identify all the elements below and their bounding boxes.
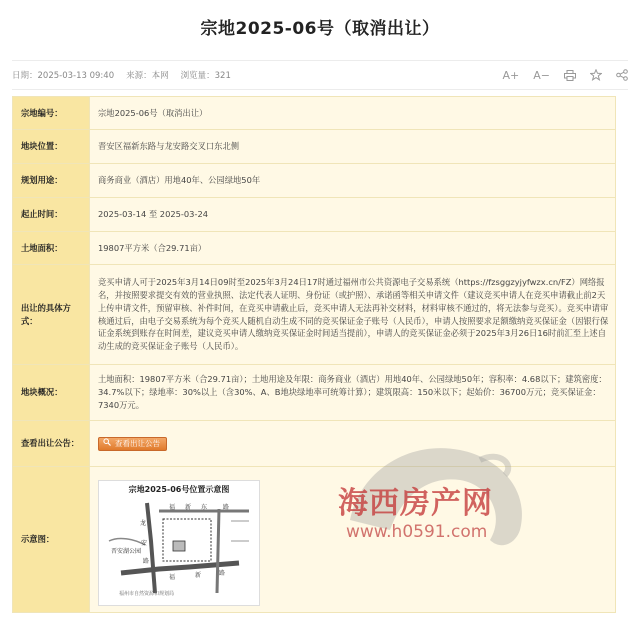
map-road-label: 安: [141, 539, 148, 547]
map-ownership-text: 福州市自然资源和规划局: [119, 590, 175, 597]
print-icon[interactable]: [564, 70, 576, 81]
map-road-label: 路: [223, 503, 230, 511]
publish-date: 日期：2025-03-13 09:40: [12, 71, 115, 81]
favorite-star-icon[interactable]: [590, 69, 602, 81]
share-icon[interactable]: [616, 69, 628, 81]
period-label: 起止时间：: [13, 198, 90, 232]
map-road-label: 龙: [140, 519, 147, 527]
map-road-label: 路: [219, 569, 226, 577]
magnifier-icon: [103, 438, 111, 450]
diagram-label: 示意图：: [13, 467, 90, 613]
table-row: [13, 467, 616, 613]
notice-cell: [90, 421, 616, 467]
map-road-label: 新: [195, 571, 202, 579]
map-park-label: 晋安湖公园: [111, 547, 142, 555]
location-label: 地块位置：: [13, 130, 90, 164]
table-row: [13, 365, 616, 421]
location-value: 晋安区福新东路与龙安路交叉口东北侧: [90, 130, 616, 164]
method-value: 竞买申请人可于2025年3月14日09时至2025年3月24日17时通过福州市公共资源电子交易系统（https://fzsggzyjyfwzx.cn/FZ）网络报名，并按照要求提交有效的营业执照、法定代表人证明、身份证（或护照）、承诺函等相关申请文件（建议竞买申请人在竞买申请截止前2天上传申请文件，预留审核、补件时间，在竞买申请截止后，竞买申请人无法再补交材料，材料审核不通过的，将无法参与竞买）。竞买申请审核通过后，由电子交易系统为每个竞买人随机自动生成不同的竞买保证金子账号（人民币），申请人按照要求足额缴纳竞买保证金（因银行保证金系统到账存在时间差，建议竞买申请人缴纳竞买保证金时间适当提前），申请人的竞买保证金必须于2025年3月26日16时前汇至上述自动生成的竞买保证金子账号（人民币）。: [90, 265, 616, 365]
article-meta-bar: [12, 60, 628, 90]
table-row: [13, 164, 616, 198]
parcel-no-label: 宗地编号：: [13, 97, 90, 130]
area-value: 19807平方米（合29.71亩）: [90, 232, 616, 265]
view-notice-button[interactable]: [98, 437, 167, 451]
notice-label: 查看出让公告：: [13, 421, 90, 467]
source-label: 来源：本网: [126, 71, 169, 81]
map-road-label: 路: [143, 557, 150, 565]
period-value: 2025-03-14 至 2025-03-24: [90, 198, 616, 232]
map-road-label: 福: [169, 503, 176, 511]
usage-value: 商务商业（酒店）用地40年、公园绿地50年: [90, 164, 616, 198]
map-road-label: 东: [201, 503, 208, 511]
overview-value: 土地面积：19807平方米（合29.71亩）；土地用途及年限：商务商业（酒店）用地40年、公园绿地50年；容积率：4.68以下；建筑密度：34.7%以下；绿地率：30%以上（含30%、A、B地块绿地率可统筹计算）；建筑限高：150米以下；起始价：36700万元；竞买保证金：7340万元。: [90, 365, 616, 421]
watermark-url: www.h0591.com: [346, 522, 488, 542]
table-row: [13, 421, 616, 467]
view-notice-label: 查看出让公告: [115, 438, 160, 448]
map-road-label: 福: [169, 573, 176, 581]
parcel-info-table: [12, 96, 616, 613]
table-row: [13, 265, 616, 365]
article-tools: [503, 69, 629, 82]
location-map-image: [98, 480, 260, 606]
table-row: [13, 232, 616, 265]
usage-label: 规划用途：: [13, 164, 90, 198]
table-row: [13, 130, 616, 164]
method-label: 出让的具体方式：: [13, 265, 90, 365]
map-drawing: [99, 481, 259, 605]
font-decrease-button[interactable]: A−: [533, 68, 550, 82]
overview-label: 地块概况：: [13, 365, 90, 421]
table-row: [13, 198, 616, 232]
map-road-label: 新: [185, 503, 192, 511]
page-title: 宗地2025-06号（取消出让）: [200, 19, 440, 39]
table-row: [13, 97, 616, 130]
watermark-text: 海西房产网: [338, 486, 493, 521]
font-increase-button[interactable]: A+: [502, 68, 520, 82]
map-title: 宗地2025-06号位置示意图: [128, 484, 230, 494]
area-label: 土地面积：: [13, 232, 90, 265]
parcel-no-value: 宗地2025-06号（取消出让）: [90, 97, 616, 130]
view-count: 浏览量：321: [180, 71, 231, 81]
